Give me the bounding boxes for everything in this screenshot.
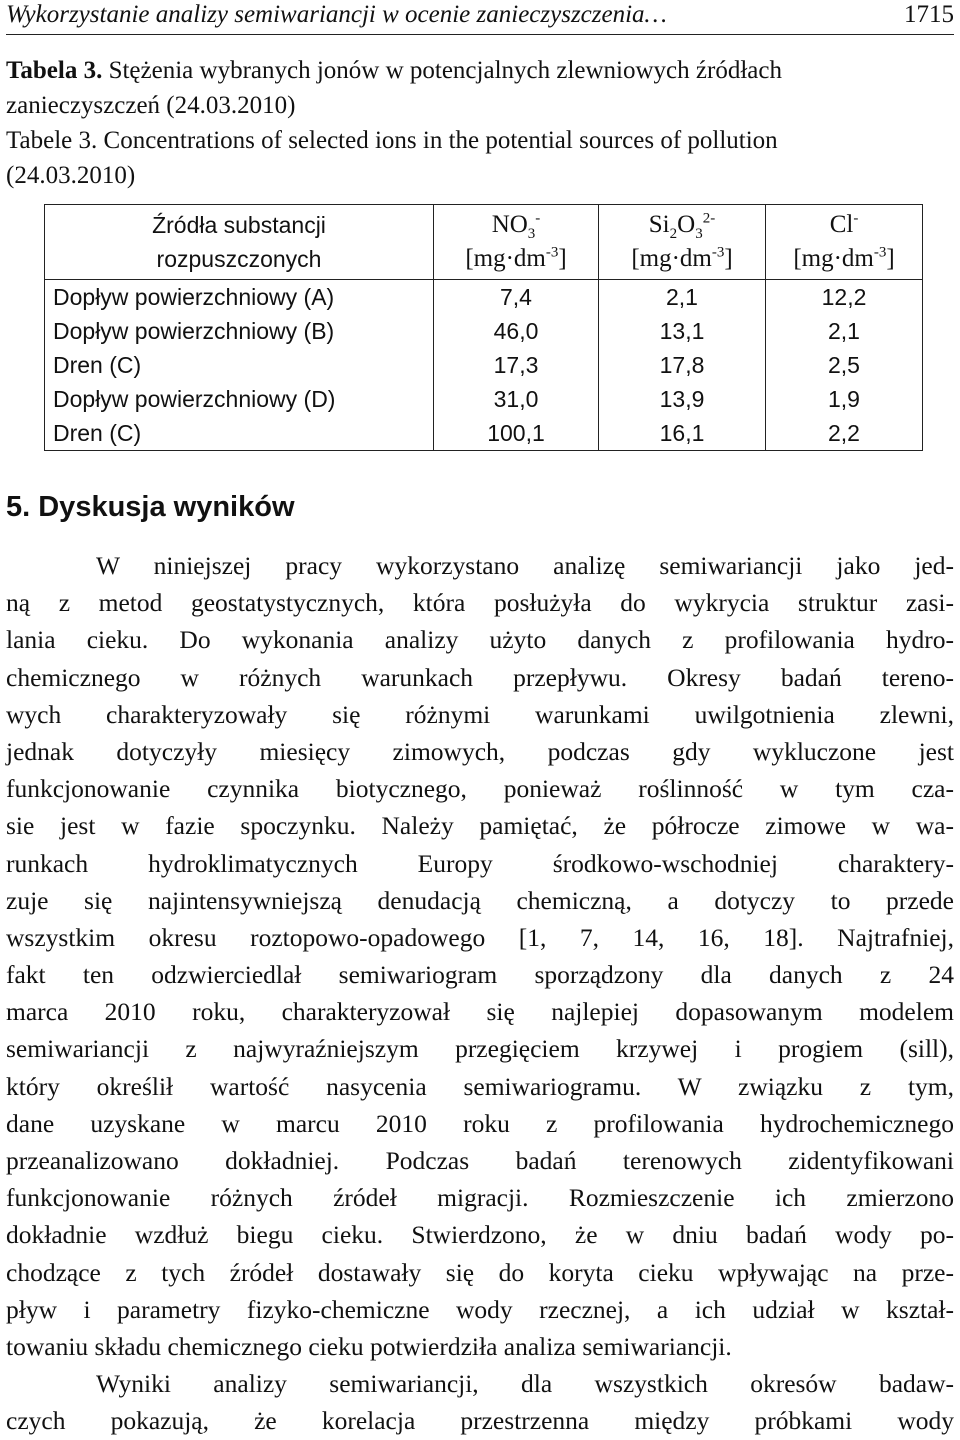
cell-no3: 46,0 [434,314,599,348]
body-line: dane uzyskane w marcu 2010 roku z profilowania hydrochemicznego [6,1108,954,1138]
no3-symbol: NO [491,211,528,238]
concentration-table [44,204,923,451]
section-heading: 5. Dyskusja wyników [6,491,295,523]
header-source-line-2: rozpuszczonych [156,246,322,272]
body-line: towaniu składu chemicznego cieku potwierdziła analiza semiwariancji. [6,1331,732,1361]
table-caption [6,53,954,193]
cell-si2o3: 13,9 [599,382,766,416]
caption-pl-label: Tabela 3. [6,57,103,84]
caption-en-line-1 [6,123,954,158]
cl-charge: - [853,210,859,227]
header-no3-unit [465,245,566,272]
body-line: runkach hydroklimatycznych Europy środkowo-wschodniej charaktery- [6,848,954,878]
header-cl-unit [793,245,894,272]
cell-source: Dren (C) [45,416,434,451]
caption-en-text-1: Concentrations of selected ions in the potential sources of pollution [103,127,778,154]
running-title: Wykorzystanie analizy semiwariancji w ocenie zanieczyszczenia… [6,1,667,28]
cell-cl: 2,5 [766,348,923,382]
body-line: funkcjonowanie czynnika biotycznego, ponieważ roślinność w tym cza- [6,774,954,804]
unit-prefix: [mg·dm [793,245,874,272]
cell-source: Dopływ powierzchniowy (D) [45,382,434,416]
body-text [6,547,954,1440]
caption-pl-line-1 [6,53,954,88]
cell-cl: 2,2 [766,416,923,451]
si2o3-charge: 2- [702,210,716,227]
body-line: chodzące z tych źródeł dostawały się do koryta cieku wpływając na prze- [6,1257,954,1287]
body-line: semiwariancji z najwyraźniejszym przegięciem krzywej i progiem (sill), [6,1034,954,1064]
header-source-line-1: Źródła substancji [152,212,326,238]
unit-exponent: -3 [873,244,887,261]
body-line: jednak dotyczyły miesięcy zimowych, podczas gdy wykluczone jest [6,736,954,766]
body-line: zuje się najintensywniejszą denudacją chemiczną, a dotyczy to przede [6,885,954,915]
body-line: W niniejszej pracy wykorzystano analizę semiwariancji jako jed- [96,551,954,580]
cell-source: Dopływ powierzchniowy (B) [45,314,434,348]
cell-si2o3: 16,1 [599,416,766,451]
unit-prefix: [mg·dm [465,245,546,272]
header-source [45,205,434,280]
caption-pl-text-2: zanieczyszczeń (24.03.2010) [6,92,296,119]
header-si2o3 [599,205,766,280]
caption-en-text-2: (24.03.2010) [6,162,136,189]
o-subscript: 3 [695,226,703,242]
header-cl-formula [830,211,859,238]
body-line: Wyniki analizy semiwariancji, dla wszystkich okresów badaw- [96,1369,954,1399]
cl-symbol: Cl [829,211,854,238]
no3-subscript: 3 [527,226,536,242]
body-line: ną z metod geostatystycznych, która posłużyła do wykrycia struktur zasi- [6,588,954,618]
table-row [45,382,923,416]
body-line: sie jest w fazie spoczynku. Należy pamiętać, że półrocze zimowe w wa- [6,811,954,841]
body-line: wszystkim okresu roztopowo-opadowego [1, 7, 14, 16, 18]. Najtrafniej, [6,922,954,952]
o-symbol: O [677,211,696,238]
header-no3 [434,205,599,280]
si-symbol: Si [648,211,670,238]
unit-prefix: [mg·dm [631,245,712,272]
unit-suffix: ] [886,245,895,272]
cell-source: Dopływ powierzchniowy (A) [45,280,434,315]
body-line: pływ i parametry fizyko-chemiczne wody rzecznej, a ich udział w kształ- [6,1294,954,1324]
si-subscript: 2 [669,226,678,242]
body-line: dokładnie wzdłuż biegu cieku. Stwierdzono, że w dniu badań wody po- [6,1220,954,1250]
cell-cl: 2,1 [766,314,923,348]
running-header [6,0,954,30]
header-si2o3-formula [648,210,716,242]
body-line: marca 2010 roku, charakteryzował się najlepiej dopasowanym modelem [6,997,954,1027]
table-row [45,348,923,382]
page-number: 1715 [904,1,954,28]
body-line: wych charakteryzowały się różnymi warunkami uwilgotnienia zlewni, [6,699,954,729]
table-row [45,314,923,348]
cell-no3: 100,1 [434,416,599,451]
body-line: fakt ten odzwierciedlał semiwariogram sporządzony dla danych z 24 [6,960,954,990]
header-rule [6,34,954,35]
table-row [45,280,923,315]
cell-si2o3: 2,1 [599,280,766,315]
cell-no3: 31,0 [434,382,599,416]
body-line: czych pokazują, że korelacja przestrzenna między próbkami wody [6,1406,954,1436]
cell-no3: 7,4 [434,280,599,315]
body-line: chemicznego w różnych warunkach przepływu. Okresy badań tereno- [6,662,954,692]
cell-no3: 17,3 [434,348,599,382]
table-row [45,416,923,451]
body-line: lania cieku. Do wykonania analizy użyto danych z profilowania hydro- [6,625,954,655]
unit-exponent: -3 [711,244,725,261]
no3-charge: - [535,210,541,227]
unit-exponent: -3 [545,244,559,261]
cell-si2o3: 13,1 [599,314,766,348]
header-si2o3-unit [631,245,732,272]
cell-si2o3: 17,8 [599,348,766,382]
cell-source: Dren (C) [45,348,434,382]
cell-cl: 12,2 [766,280,923,315]
body-line: który określił wartość nasycenia semiwariogramu. W związku z tym, [6,1071,954,1101]
header-cl [766,205,923,280]
unit-suffix: ] [724,245,733,272]
unit-suffix: ] [558,245,567,272]
header-no3-formula [491,210,541,242]
table-header-row [45,205,923,280]
caption-pl-text-1: Stężenia wybranych jonów w potencjalnych zlewniowych źródłach [108,57,782,84]
body-line: przeanalizowano dokładniej. Podczas badań terenowych zidentyfikowani [6,1146,954,1175]
caption-en-label: Tabele 3. [6,127,98,154]
cell-cl: 1,9 [766,382,923,416]
body-line: funkcjonowanie różnych źródeł migracji. Rozmieszczenie ich zmierzono [6,1183,954,1213]
